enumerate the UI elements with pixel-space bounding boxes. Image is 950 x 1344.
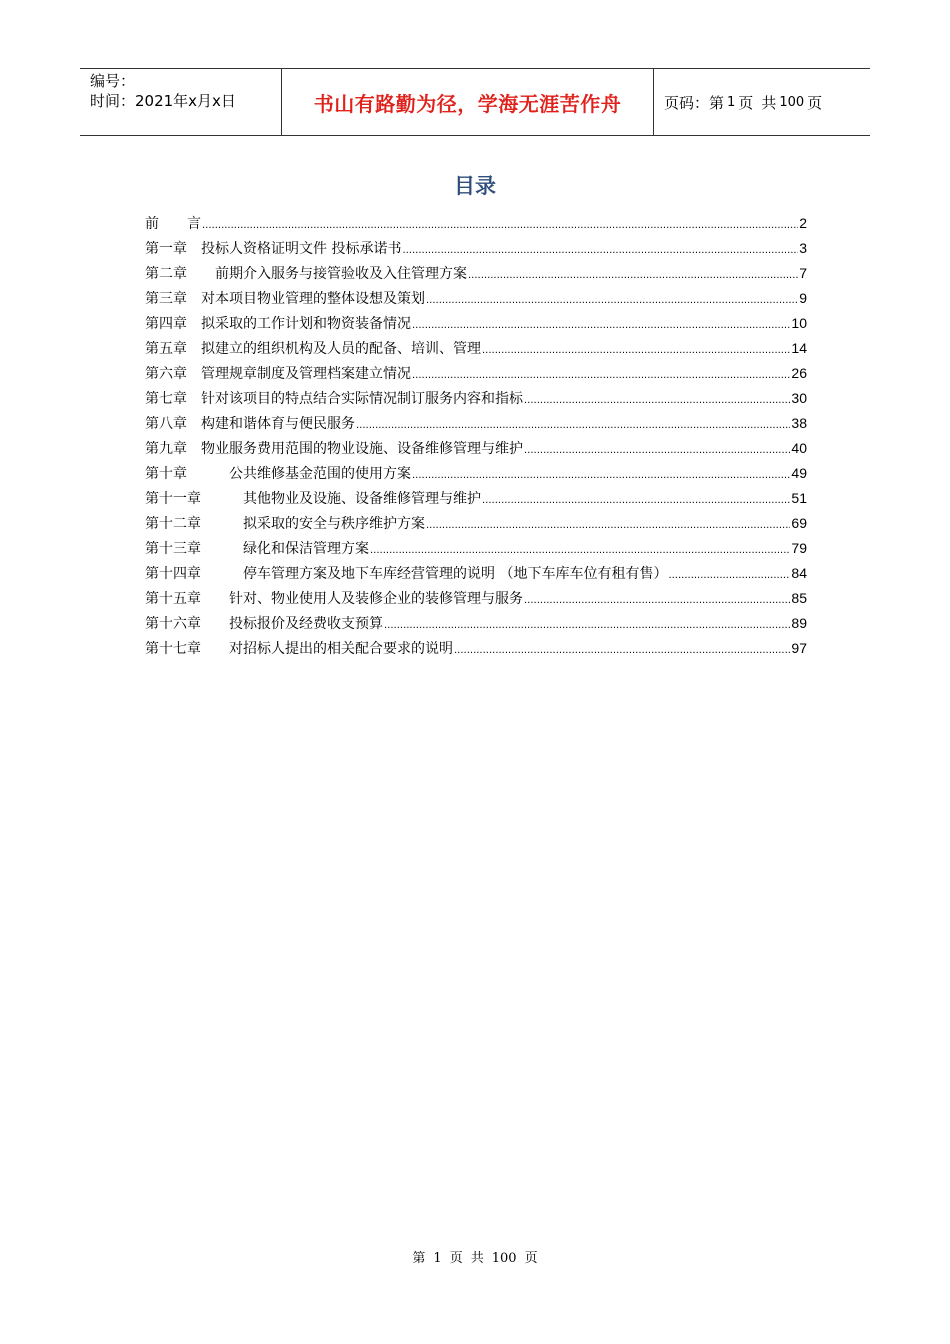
toc-entry[interactable] [145,238,807,263]
toc-chapter-label: 第十二章 [145,516,243,532]
toc-chapter-label: 第十六章 [145,616,229,632]
toc-entry-title: 其他物业及设施、设备维修管理与维护 [243,491,481,507]
toc-entry-title: 针对、物业使用人及装修企业的装修管理与服务 [229,591,523,607]
toc-leader-dots [454,645,790,656]
toc-entry[interactable] [145,213,807,238]
toc-page-number: 14 [791,340,807,356]
toc-entry[interactable] [145,538,807,563]
toc-entry-title: 前期介入服务与接管验收及入住管理方案 [215,266,467,282]
toc-page-number: 40 [791,440,807,456]
page-total-prefix: 共 [761,93,777,112]
toc-entry[interactable] [145,438,807,463]
toc-title: 目录 [454,174,496,198]
footer-total-prefix: 共 [470,1251,484,1266]
toc-entry[interactable] [145,588,807,613]
toc-entry[interactable] [145,338,807,363]
toc-entry-title: 拟采取的安全与秩序维护方案 [243,516,425,532]
toc-entry[interactable] [145,313,807,338]
toc-chapter-label: 前 言 [145,216,201,232]
toc-entry[interactable] [145,263,807,288]
header-page-info [654,69,870,135]
toc-page-number: 38 [791,415,807,431]
toc-chapter-label: 第十章 [145,466,229,482]
toc-entry-title: 投标报价及经费收支预算 [229,616,383,632]
toc-page-number: 2 [799,215,807,231]
toc-entry-title: 投标人资格证明文件 投标承诺书 [201,241,402,257]
toc-page-number: 49 [791,465,807,481]
toc-chapter-label: 第十七章 [145,641,229,657]
toc-leader-dots [412,470,790,481]
toc-entry-title: 管理规章制度及管理档案建立情况 [201,366,411,382]
toc-chapter-label: 第十三章 [145,541,243,557]
toc-entry[interactable] [145,413,807,438]
table-of-contents [145,213,807,663]
page-suffix: 页 [807,93,823,112]
toc-leader-dots [412,320,790,331]
footer-total: 100 [491,1251,517,1266]
footer-suffix: 页 [524,1251,538,1266]
toc-entry-title: 针对该项目的特点结合实际情况制订服务内容和指标 [201,391,523,407]
motto: 书山有路勤为径，学海无涯苦作舟 [313,91,622,116]
toc-entry-title: 物业服务费用范围的物业设施、设备维修管理与维护 [201,441,523,457]
toc-page-number: 30 [791,390,807,406]
page-mid: 页 [738,93,754,112]
toc-chapter-label: 第五章 [145,341,201,357]
toc-page-number: 10 [791,315,807,331]
toc-page-number: 89 [791,615,807,631]
toc-chapter-label: 第九章 [145,441,201,457]
toc-leader-dots [524,395,790,406]
toc-leader-dots [668,570,790,581]
toc-entry-title: 拟建立的组织机构及人员的配备、培训、管理 [201,341,481,357]
number-label: 编号： [90,72,136,90]
toc-leader-dots [370,545,790,556]
toc-entry-title: 拟采取的工作计划和物资装备情况 [201,316,411,332]
toc-entry[interactable] [145,363,807,388]
toc-entry-title: 停车管理方案及地下车库经营管理的说明 （地下车库车位有租有售） [243,566,668,582]
toc-leader-dots [426,520,790,531]
toc-entry-title: 构建和谐体育与便民服务 [201,416,355,432]
page-prefix: 页码：第 [664,93,725,112]
toc-page-number: 79 [791,540,807,556]
toc-leader-dots [524,595,790,606]
toc-chapter-label: 第十一章 [145,491,243,507]
toc-entry[interactable] [145,513,807,538]
toc-page-number: 26 [791,365,807,381]
header-meta [80,69,282,135]
toc-leader-dots [524,445,790,456]
toc-chapter-label: 第六章 [145,366,201,382]
page-current: 1 [727,94,736,110]
toc-chapter-label: 第三章 [145,291,201,307]
toc-entry-title: 对本项目物业管理的整体设想及策划 [201,291,425,307]
toc-leader-dots [412,370,790,381]
toc-chapter-label: 第十四章 [145,566,243,582]
toc-chapter-label: 第七章 [145,391,201,407]
toc-page-number: 3 [799,240,807,256]
toc-chapter-label: 第十五章 [145,591,229,607]
toc-leader-dots [402,245,798,256]
toc-page-number: 69 [791,515,807,531]
toc-leader-dots [356,420,790,431]
toc-entry[interactable] [145,388,807,413]
page-total: 100 [779,94,805,110]
toc-page-number: 7 [799,265,807,281]
footer-mid: 页 [449,1251,463,1266]
toc-entry[interactable] [145,638,807,663]
toc-entry[interactable] [145,288,807,313]
toc-leader-dots [426,295,798,306]
toc-leader-dots [202,220,798,231]
toc-entry[interactable] [145,563,807,588]
toc-entry-title: 绿化和保洁管理方案 [243,541,369,557]
toc-entry-title: 对招标人提出的相关配合要求的说明 [229,641,453,657]
toc-page-number: 51 [791,490,807,506]
toc-chapter-label: 第四章 [145,316,201,332]
date-label: 时间：2021年x月x日 [90,92,236,110]
toc-chapter-label: 第八章 [145,416,201,432]
footer-prefix: 第 [412,1251,426,1266]
toc-entry-title: 公共维修基金范围的使用方案 [229,466,411,482]
toc-page-number: 85 [791,590,807,606]
toc-page-number: 9 [799,290,807,306]
header-motto-cell [282,69,654,135]
toc-leader-dots [468,270,798,281]
document-header [80,68,870,136]
footer-current: 1 [433,1251,442,1266]
toc-page-number: 97 [791,640,807,656]
toc-leader-dots [482,345,790,356]
toc-page-number: 84 [791,565,807,581]
toc-chapter-label: 第一章 [145,241,201,257]
toc-entry[interactable] [145,613,807,638]
toc-chapter-label: 第二章 [145,266,215,282]
toc-entry[interactable] [145,488,807,513]
page-footer [0,1247,950,1266]
toc-entry[interactable] [145,463,807,488]
toc-leader-dots [384,620,790,631]
toc-leader-dots [482,495,790,506]
